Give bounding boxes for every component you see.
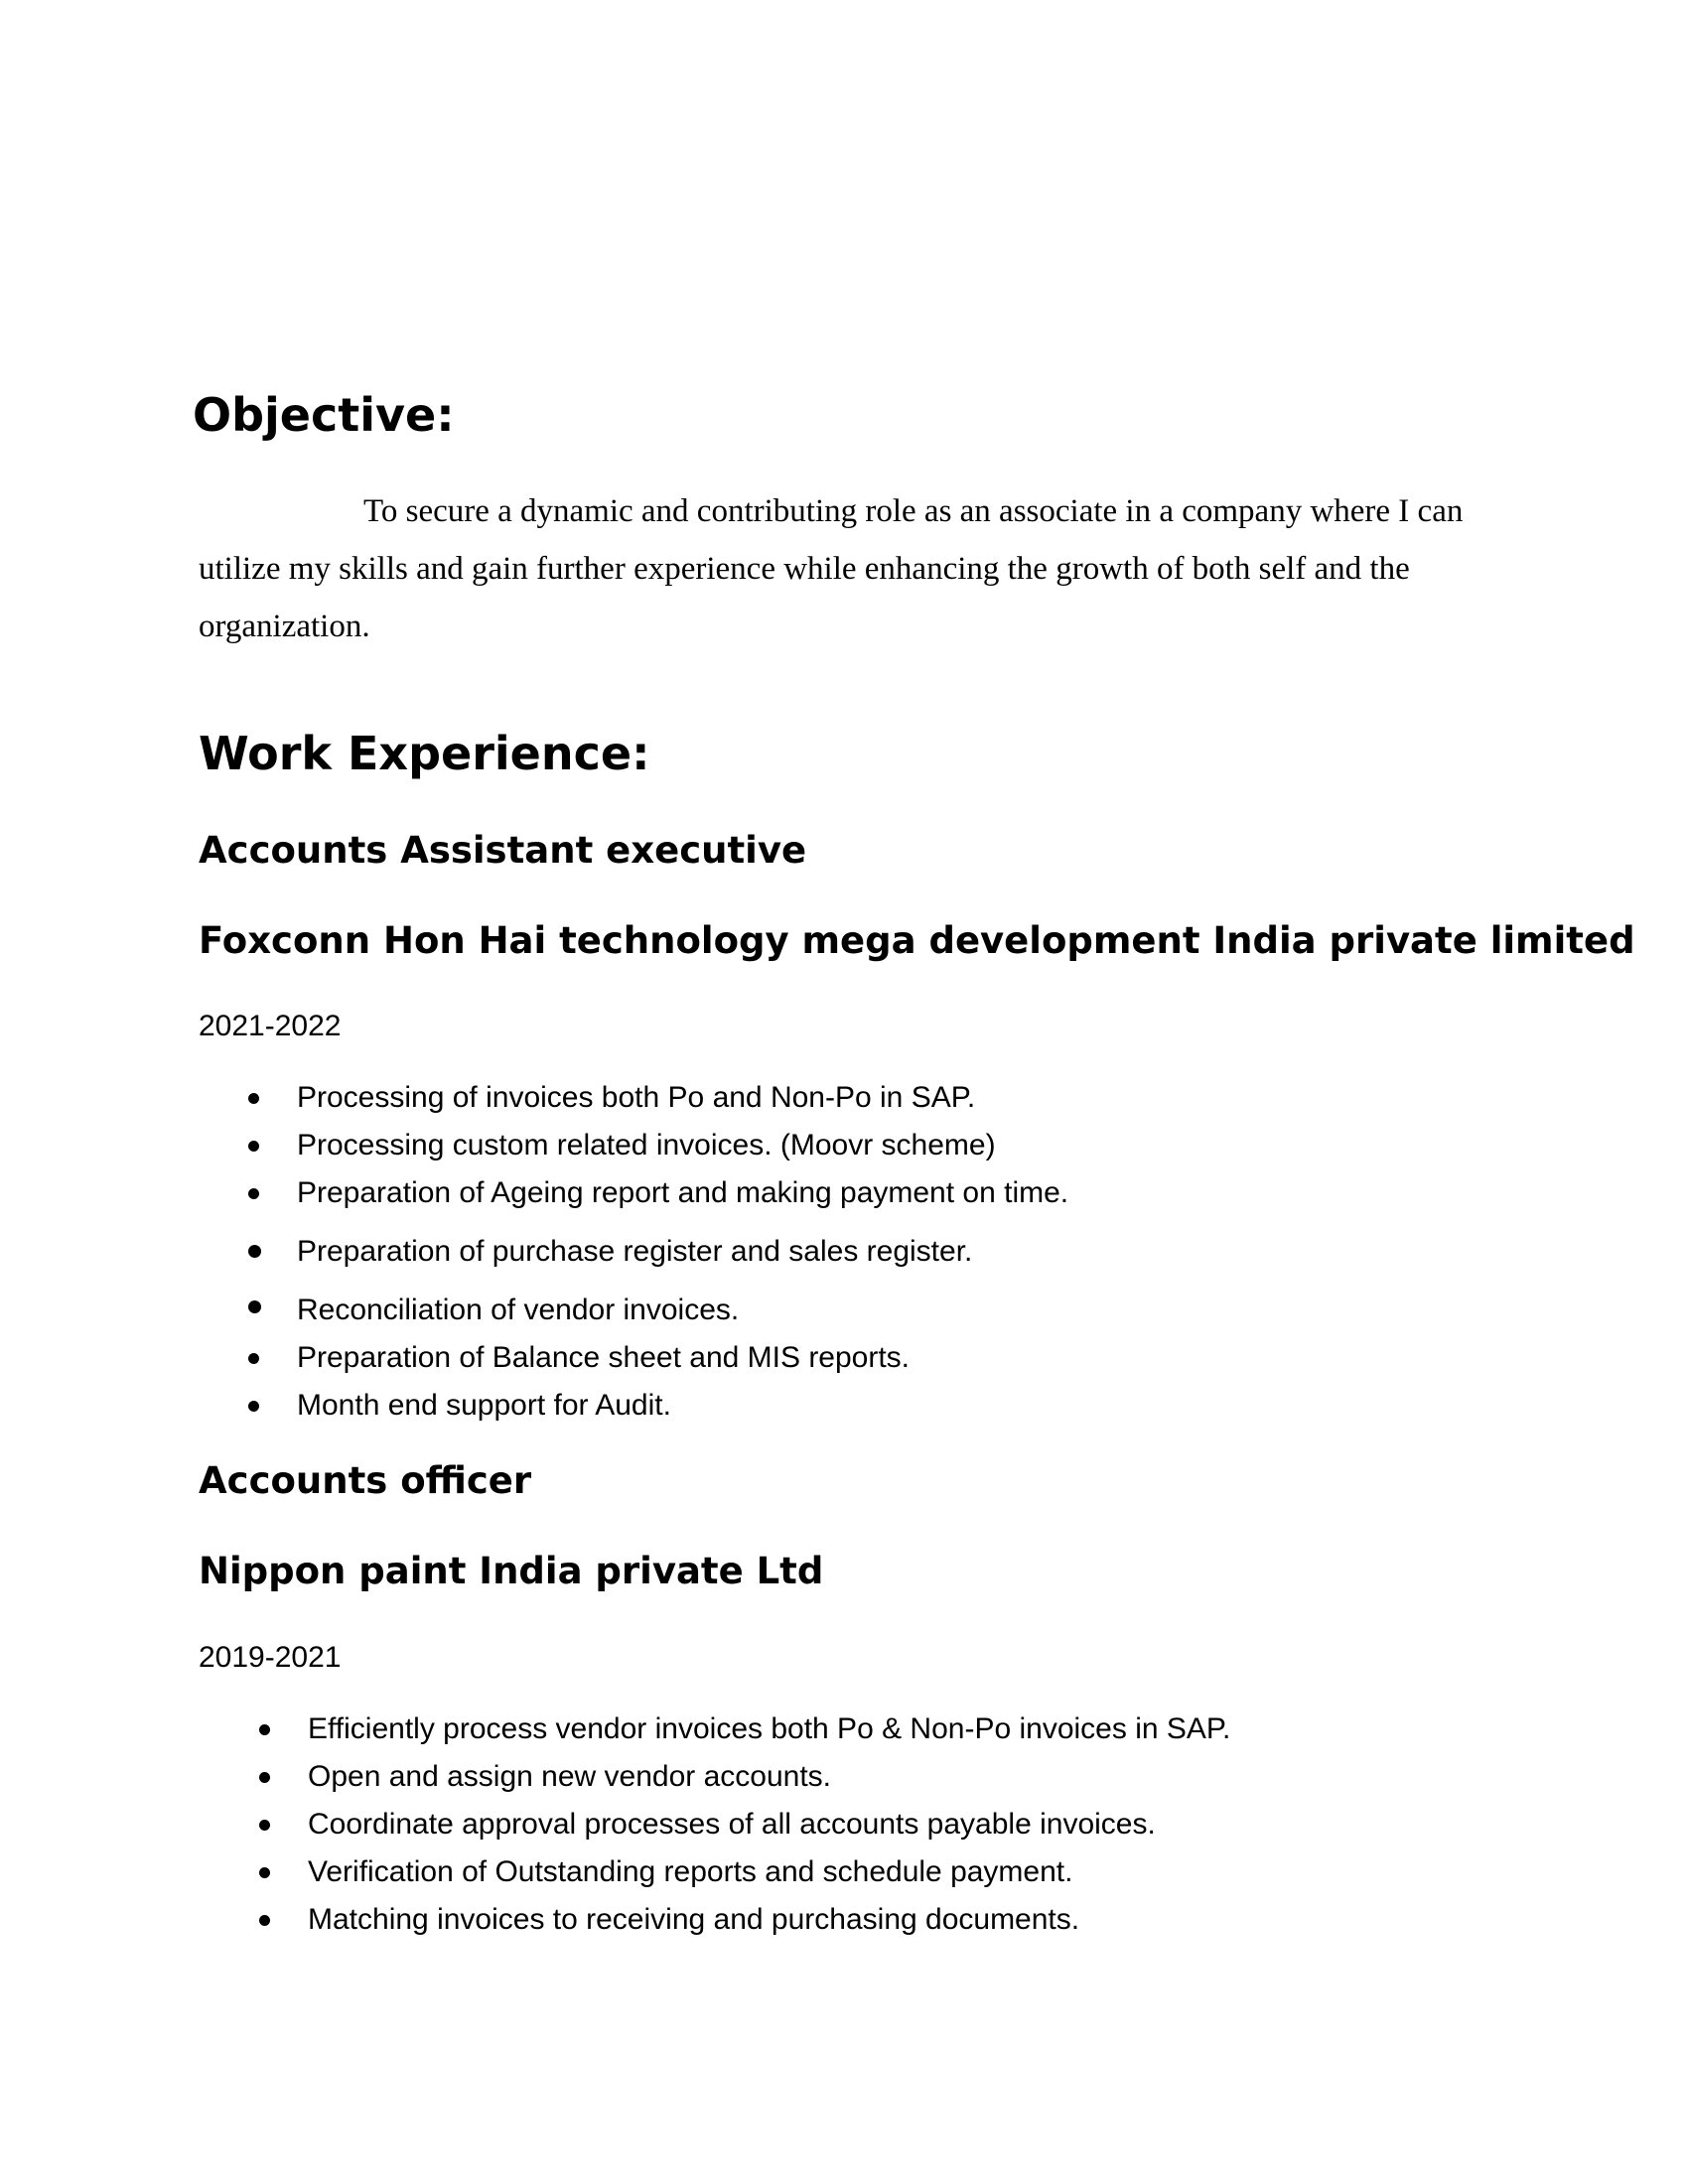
objective-heading: Objective: bbox=[193, 388, 455, 442]
bullet-icon bbox=[248, 1245, 261, 1258]
objective-text: To secure a dynamic and contributing role as an associate in a company where I can utilize my skills and gain further experience while enhancing the growth of both self and the organization. bbox=[199, 493, 1464, 644]
list-item bbox=[259, 1706, 1230, 1753]
job-title: Accounts officer bbox=[199, 1459, 532, 1502]
duty-text: Open and assign new vendor accounts. bbox=[308, 1760, 832, 1793]
list-item bbox=[248, 1074, 1068, 1122]
bullet-icon bbox=[248, 1300, 261, 1313]
list-item bbox=[248, 1334, 1068, 1382]
job-company: Foxconn Hon Hai technology mega development India private limited bbox=[199, 919, 1635, 962]
duty-text: Preparation of purchase register and sales register. bbox=[297, 1235, 973, 1268]
list-item bbox=[259, 1848, 1230, 1896]
bullet-icon bbox=[259, 1867, 270, 1878]
job-period: 2019-2021 bbox=[199, 1641, 342, 1674]
list-item bbox=[248, 1382, 1068, 1430]
duty-text: Reconciliation of vendor invoices. bbox=[297, 1294, 740, 1326]
list-item bbox=[259, 1896, 1230, 1944]
duty-text: Processing custom related invoices. (Moovr scheme) bbox=[297, 1129, 996, 1161]
job-title: Accounts Assistant executive bbox=[199, 829, 807, 872]
list-item bbox=[248, 1122, 1068, 1169]
bullet-icon bbox=[259, 1820, 270, 1831]
work-experience-heading: Work Experience: bbox=[199, 727, 650, 780]
bullet-icon bbox=[259, 1772, 270, 1783]
bullet-icon bbox=[248, 1093, 259, 1104]
list-item bbox=[248, 1287, 1068, 1334]
list-item bbox=[248, 1228, 1068, 1287]
bullet-icon bbox=[259, 1724, 270, 1735]
bullet-icon bbox=[259, 1915, 270, 1926]
bullet-icon bbox=[248, 1401, 259, 1412]
duty-text: Efficiently process vendor invoices both Po & Non-Po invoices in SAP. bbox=[308, 1712, 1231, 1745]
list-item bbox=[248, 1169, 1068, 1228]
duty-text: Preparation of Ageing report and making payment on time. bbox=[297, 1176, 1069, 1209]
duty-text: Month end support for Audit. bbox=[297, 1389, 671, 1422]
duty-text: Processing of invoices both Po and Non-Po in SAP. bbox=[297, 1081, 976, 1114]
objective-paragraph bbox=[199, 482, 1479, 655]
duty-text: Preparation of Balance sheet and MIS reports. bbox=[297, 1341, 911, 1374]
duty-text: Coordinate approval processes of all accounts payable invoices. bbox=[308, 1808, 1156, 1841]
job-duties-list bbox=[248, 1074, 1068, 1430]
bullet-icon bbox=[248, 1188, 259, 1199]
bullet-icon bbox=[248, 1353, 259, 1364]
job-period: 2021-2022 bbox=[199, 1010, 342, 1042]
job-company: Nippon paint India private Ltd bbox=[199, 1550, 824, 1592]
duty-text: Verification of Outstanding reports and schedule payment. bbox=[308, 1855, 1073, 1888]
bullet-icon bbox=[248, 1141, 259, 1152]
duty-text: Matching invoices to receiving and purchasing documents. bbox=[308, 1903, 1080, 1936]
list-item bbox=[259, 1801, 1230, 1848]
list-item bbox=[259, 1753, 1230, 1801]
job-duties-list bbox=[259, 1706, 1230, 1944]
